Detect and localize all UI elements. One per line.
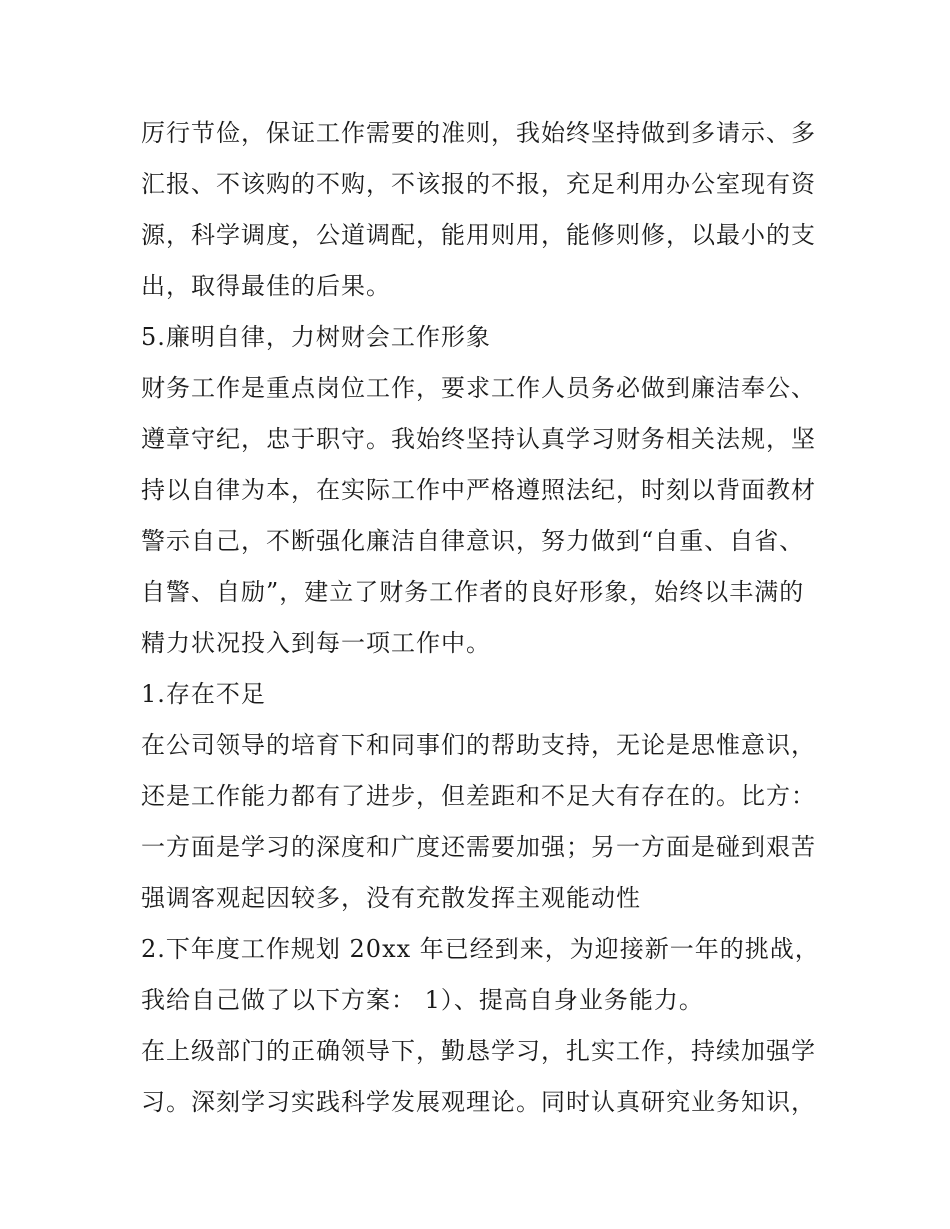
text-line: 汇报、不该购的不购，不该报的不报，充足利用办公室现有资: [141, 170, 816, 198]
text-line: 还是工作能力都有了进步，但差距和不足大有存在的。比方：: [141, 782, 816, 810]
text-line: 警示自己，不断强化廉洁自律意识，努力做到“自重、自省、: [141, 527, 805, 555]
section-heading: 5.廉明自律，力树财会工作形象: [141, 323, 491, 351]
text-line: 在公司领导的培育下和同事们的帮助支持，无论是思惟意识，: [141, 731, 816, 759]
text-line: 我给自己做了以下方案： 1）、提高自身业务能力。: [141, 986, 704, 1014]
text-line: 习。深刻学习实践科学发展观理论。同时认真研究业务知识，: [141, 1088, 816, 1116]
text-line: 持以自律为本，在实际工作中严格遵照法纪，时刻以背面教材: [141, 476, 816, 504]
document-body: [141, 108, 821, 1128]
text-line: 精力状况投入到每一项工作中。: [141, 629, 491, 657]
text-line: 遵章守纪，忠于职守。我始终坚持认真学习财务相关法规，坚: [141, 425, 816, 453]
section-heading: 1.存在不足: [141, 680, 266, 708]
text-line: 在上级部门的正确领导下，勤恳学习，扎实工作，持续加强学: [141, 1037, 816, 1065]
section-heading: 2.下年度工作规划 20xx 年已经到来，为迎接新一年的挑战，: [141, 935, 820, 963]
text-line: 自警、自励”，建立了财务工作者的良好形象，始终以丰满的: [141, 578, 805, 606]
text-line: 强调客观起因较多，没有充散发挥主观能动性: [141, 884, 641, 912]
text-line: 一方面是学习的深度和广度还需要加强；另一方面是碰到艰苦: [141, 833, 816, 861]
text-line: 财务工作是重点岗位工作，要求工作人员务必做到廉洁奉公、: [141, 374, 816, 402]
text-line: 源，科学调度，公道调配，能用则用，能修则修，以最小的支: [141, 221, 816, 249]
text-line: 厉行节俭，保证工作需要的准则，我始终坚持做到多请示、多: [141, 119, 816, 147]
text-line: 出，取得最佳的后果。: [141, 272, 391, 300]
